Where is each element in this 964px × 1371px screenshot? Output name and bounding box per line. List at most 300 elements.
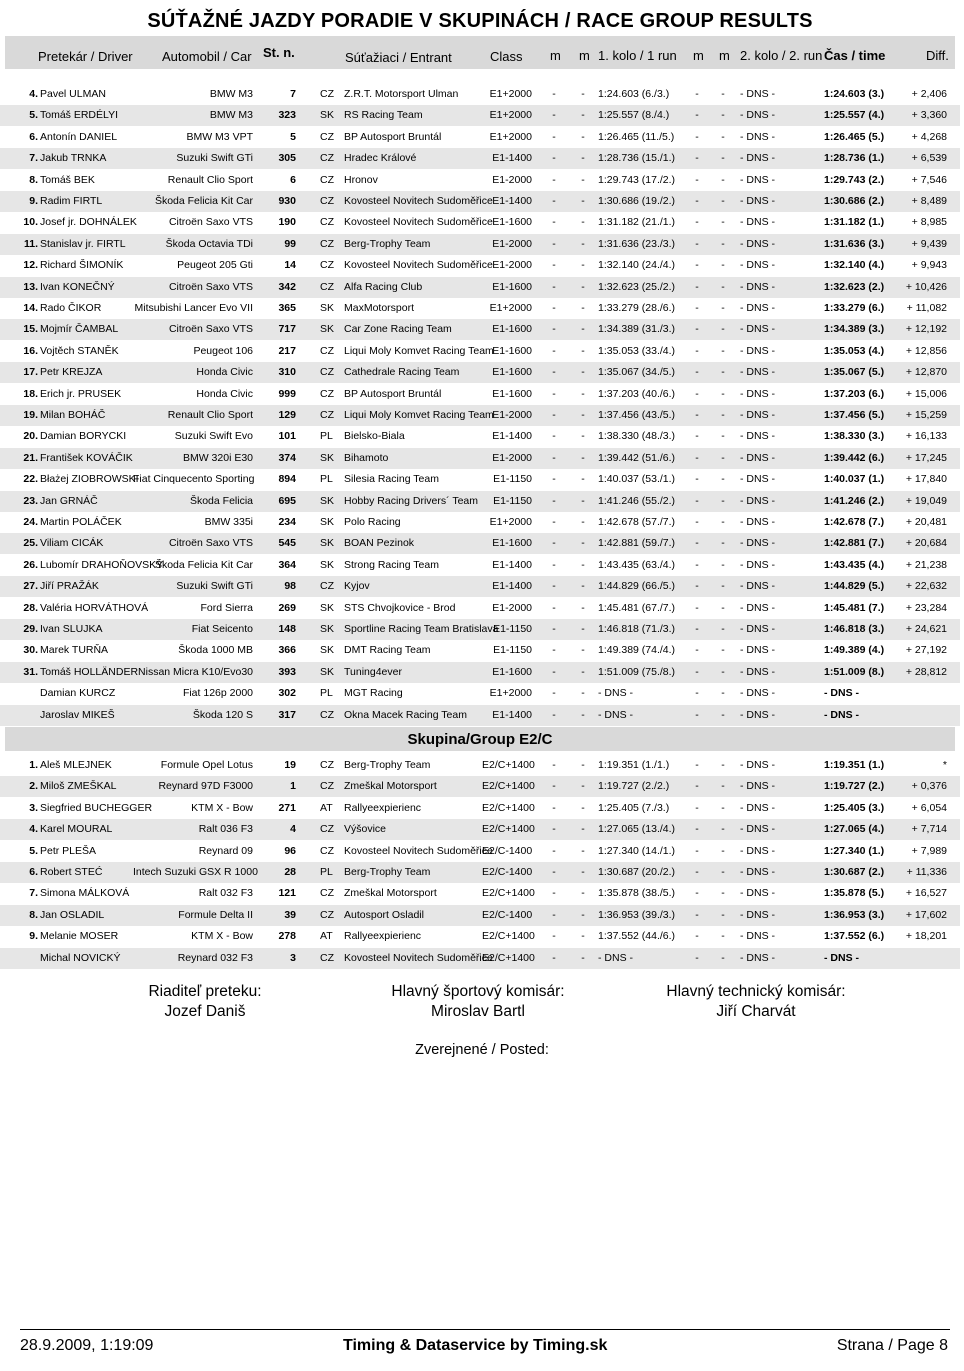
cell-marker-1: - <box>552 951 556 964</box>
cell-driver: Robert STEĆ <box>40 866 103 878</box>
cell-run2-time: - DNS - <box>740 130 775 143</box>
cell-best-time: 1:41.246 (2.) <box>824 494 885 507</box>
cell-entrant: Berg-Trophy Team <box>344 759 431 771</box>
cell-run1-time: 1:42.678 (57./7.) <box>598 516 676 528</box>
cell-start-number: 39 <box>284 908 296 921</box>
cell-car: KTM X - Bow <box>191 801 253 814</box>
cell-marker-2: - <box>581 259 585 272</box>
cell-entrant: Hronov <box>344 173 378 186</box>
cell-marker-2: - <box>581 451 585 464</box>
cell-position: 2. <box>29 780 38 793</box>
cell-time-difference: + 3,360 <box>911 109 947 122</box>
cell-best-time: 1:37.203 (6.) <box>824 387 885 400</box>
cell-nationality: SK <box>320 537 335 550</box>
cell-run1-time: 1:19.727 (2./2.) <box>598 780 670 793</box>
cell-best-time: 1:40.037 (1.) <box>824 473 885 486</box>
cell-class: E2/C+1400 <box>482 759 535 771</box>
cell-marker-2: - <box>581 759 585 771</box>
cell-car: Renault Clio Sport <box>167 409 253 421</box>
cell-run2-time: - DNS - <box>740 430 775 443</box>
cell-marker-4: - <box>721 537 725 550</box>
cell-marker-1: - <box>552 930 556 943</box>
cell-driver: Erich jr. PRUSEK <box>40 387 122 400</box>
cell-nationality: CZ <box>320 152 334 165</box>
table-row <box>0 640 960 661</box>
cell-best-time: 1:29.743 (2.) <box>824 173 885 186</box>
cell-class: E2/C-1400 <box>482 866 533 878</box>
cell-run1-time: 1:24.603 (6./3.) <box>598 88 670 100</box>
cell-car: Renault Clio Sport <box>167 173 253 186</box>
cell-run1-time: 1:34.389 (31./3.) <box>598 323 676 336</box>
cell-driver: František KOVÁČIK <box>40 451 133 464</box>
cell-start-number: 101 <box>278 430 296 443</box>
cell-time-difference: + 24,621 <box>905 623 947 635</box>
cell-marker-2: - <box>581 887 585 900</box>
cell-car: Formule Delta II <box>178 908 253 921</box>
cell-run2-time: - DNS - <box>740 387 775 400</box>
table-row <box>0 469 960 490</box>
cell-position: 4. <box>29 88 38 100</box>
cell-marker-3: - <box>695 623 699 635</box>
cell-run2-time: - DNS - <box>740 344 775 357</box>
cell-marker-3: - <box>695 537 699 550</box>
cell-best-time: - DNS - <box>824 687 859 700</box>
col-m3: m <box>693 48 704 63</box>
cell-start-number: 99 <box>284 237 296 250</box>
signature-technical-commissioner <box>636 982 876 1022</box>
cell-start-number: 317 <box>278 708 296 721</box>
column-header-bar <box>5 36 955 69</box>
cell-nationality: PL <box>320 687 333 700</box>
cell-time-difference: + 17,602 <box>905 908 947 921</box>
cell-nationality: CZ <box>320 823 334 836</box>
cell-driver: Rado ČIKOR <box>40 302 102 314</box>
cell-entrant: Bielsko-Biala <box>344 430 405 443</box>
cell-driver: Jan OSLADIL <box>40 908 105 921</box>
cell-run1-time: 1:41.246 (55./2.) <box>598 494 676 507</box>
cell-best-time: 1:31.182 (1.) <box>824 216 885 229</box>
table-row <box>0 755 960 776</box>
cell-marker-1: - <box>552 195 556 207</box>
cell-time-difference: + 20,684 <box>905 537 947 550</box>
cell-marker-2: - <box>581 665 585 678</box>
cell-driver: Mojmír ČAMBAL <box>40 323 119 336</box>
table-row <box>0 212 960 233</box>
cell-start-number: 98 <box>284 580 296 593</box>
cell-car: Peugeot 106 <box>193 344 253 357</box>
signature-name: Jozef Daniš <box>164 1003 246 1020</box>
cell-driver: Radim FIRTL <box>40 195 103 207</box>
cell-marker-3: - <box>695 302 699 314</box>
signature-name: Jiří Charvát <box>716 1003 796 1020</box>
cell-entrant: Car Zone Racing Team <box>344 323 452 336</box>
cell-marker-3: - <box>695 323 699 336</box>
cell-run2-time: - DNS - <box>740 237 775 250</box>
cell-run2-time: - DNS - <box>740 580 775 593</box>
cell-run2-time: - DNS - <box>740 494 775 507</box>
cell-position: 6. <box>29 130 38 143</box>
cell-driver: Siegfried BUCHEGGER <box>40 801 153 814</box>
cell-nationality: SK <box>320 109 335 122</box>
signature-name: Miroslav Bartl <box>431 1003 525 1020</box>
cell-position: 8. <box>29 173 38 186</box>
col-car: Automobil / Car <box>162 49 252 64</box>
cell-marker-3: - <box>695 951 699 964</box>
cell-car: Nissan Micra K10/Evo30 <box>138 665 253 678</box>
cell-position: 21. <box>23 451 38 464</box>
cell-time-difference: + 7,989 <box>911 844 947 857</box>
cell-run1-time: 1:28.736 (15./1.) <box>598 152 676 165</box>
cell-best-time: 1:35.878 (5.) <box>824 887 885 900</box>
cell-marker-2: - <box>581 280 585 293</box>
cell-run1-time: 1:32.140 (24./4.) <box>598 259 676 272</box>
cell-marker-1: - <box>552 687 556 700</box>
cell-marker-3: - <box>695 109 699 122</box>
cell-run1-time: 1:46.818 (71./3.) <box>598 623 676 635</box>
cell-start-number: 4 <box>290 823 296 836</box>
cell-driver: Ivan KONEČNÝ <box>40 280 115 293</box>
table-row <box>0 705 960 726</box>
cell-entrant: Kovosteel Novitech Sudoměřice <box>344 216 493 229</box>
cell-marker-2: - <box>581 409 585 421</box>
cell-run1-time: 1:31.636 (23./3.) <box>598 237 676 250</box>
cell-car: Ralt 032 F3 <box>198 887 253 900</box>
cell-start-number: 121 <box>278 887 296 900</box>
cell-time-difference: + 2,406 <box>911 88 947 100</box>
cell-nationality: CZ <box>320 580 334 593</box>
cell-marker-1: - <box>552 387 556 400</box>
cell-time-difference: + 17,245 <box>905 451 947 464</box>
cell-best-time: - DNS - <box>824 951 859 964</box>
cell-marker-1: - <box>552 216 556 229</box>
cell-position: 5. <box>29 844 38 857</box>
cell-start-number: 269 <box>278 601 296 614</box>
cell-driver: Milan BOHÁČ <box>40 409 106 421</box>
cell-best-time: 1:46.818 (3.) <box>824 623 885 635</box>
cell-class: E2/C+1400 <box>482 823 535 836</box>
cell-class: E1-1600 <box>492 387 532 400</box>
cell-marker-3: - <box>695 844 699 857</box>
cell-marker-2: - <box>581 580 585 593</box>
cell-marker-1: - <box>552 623 556 635</box>
cell-marker-2: - <box>581 494 585 507</box>
cell-marker-2: - <box>581 866 585 878</box>
cell-marker-3: - <box>695 601 699 614</box>
cell-marker-4: - <box>721 237 725 250</box>
cell-driver: Petr KREJZA <box>40 366 103 379</box>
cell-marker-4: - <box>721 844 725 857</box>
col-m4: m <box>719 48 730 63</box>
cell-marker-4: - <box>721 801 725 814</box>
cell-marker-4: - <box>721 644 725 657</box>
cell-marker-3: - <box>695 259 699 272</box>
table-row <box>0 277 960 298</box>
cell-car: Škoda Felicia Kit Car <box>154 558 253 571</box>
cell-class: E2/C+1400 <box>482 780 535 793</box>
cell-marker-2: - <box>581 109 585 122</box>
cell-nationality: SK <box>320 494 335 507</box>
cell-entrant: Liqui Moly Komvet Racing Team <box>344 344 494 357</box>
table-row <box>0 819 960 840</box>
signature-role: Hlavný technický komisár: <box>666 983 846 1000</box>
footer-divider <box>20 1329 950 1330</box>
cell-run2-time: - DNS - <box>740 708 775 721</box>
table-row <box>0 448 960 469</box>
table-row <box>0 405 960 426</box>
cell-run1-time: 1:27.065 (13./4.) <box>598 823 676 836</box>
cell-marker-1: - <box>552 366 556 379</box>
col-entrant: Súťažiaci / Entrant <box>345 50 452 65</box>
cell-marker-2: - <box>581 88 585 100</box>
cell-driver: Tomáš HOLLÄNDER <box>40 665 139 678</box>
col-diff: Diff. <box>926 48 949 63</box>
cell-entrant: Silesia Racing Team <box>344 473 439 486</box>
cell-marker-1: - <box>552 665 556 678</box>
cell-entrant: Hradec Králové <box>344 152 417 165</box>
cell-nationality: CZ <box>320 951 334 964</box>
cell-best-time: 1:44.829 (5.) <box>824 580 885 593</box>
cell-marker-3: - <box>695 780 699 793</box>
cell-marker-4: - <box>721 259 725 272</box>
cell-car: BMW M3 VPT <box>186 130 253 143</box>
cell-marker-1: - <box>552 759 556 771</box>
cell-run2-time: - DNS - <box>740 173 775 186</box>
cell-start-number: 129 <box>278 409 296 421</box>
cell-nationality: CZ <box>320 216 334 229</box>
cell-class: E1-2000 <box>492 259 532 272</box>
table-row <box>0 234 960 255</box>
cell-driver: Martin POLÁČEK <box>40 516 122 528</box>
cell-run1-time: 1:42.881 (59./7.) <box>598 537 676 550</box>
cell-best-time: - DNS - <box>824 708 859 721</box>
cell-marker-3: - <box>695 173 699 186</box>
cell-driver: Miloš ZMEŠKAL <box>40 780 117 793</box>
cell-marker-4: - <box>721 109 725 122</box>
cell-run1-time: - DNS - <box>598 708 633 721</box>
cell-class: E1+2000 <box>489 516 532 528</box>
cell-best-time: 1:26.465 (5.) <box>824 130 885 143</box>
cell-time-difference: + 28,812 <box>905 665 947 678</box>
cell-nationality: SK <box>320 516 335 528</box>
cell-marker-3: - <box>695 409 699 421</box>
cell-time-difference: + 9,439 <box>911 237 947 250</box>
cell-driver: Jakub TRNKA <box>40 152 107 165</box>
cell-marker-3: - <box>695 516 699 528</box>
cell-marker-2: - <box>581 152 585 165</box>
cell-start-number: 365 <box>278 302 296 314</box>
cell-best-time: 1:19.727 (2.) <box>824 780 885 793</box>
cell-run2-time: - DNS - <box>740 152 775 165</box>
cell-start-number: 545 <box>278 537 296 550</box>
cell-marker-1: - <box>552 580 556 593</box>
cell-driver: Błażej ZIOBROWSKI <box>40 473 139 486</box>
cell-car: Škoda 120 S <box>192 708 253 721</box>
cell-nationality: CZ <box>320 130 334 143</box>
cell-nationality: CZ <box>320 409 334 421</box>
cell-marker-1: - <box>552 601 556 614</box>
cell-entrant: Z.R.T. Motorsport Ulman <box>344 88 459 100</box>
table-row <box>0 533 960 554</box>
cell-entrant: Kovosteel Novitech Sudoměřice <box>344 951 493 964</box>
table-row <box>0 926 960 947</box>
cell-best-time: 1:25.405 (3.) <box>824 801 885 814</box>
cell-time-difference: + 11,336 <box>906 866 947 878</box>
col-class: Class <box>490 49 523 64</box>
cell-marker-1: - <box>552 152 556 165</box>
cell-run2-time: - DNS - <box>740 302 775 314</box>
cell-marker-2: - <box>581 908 585 921</box>
cell-nationality: CZ <box>320 759 334 771</box>
cell-marker-3: - <box>695 866 699 878</box>
cell-marker-2: - <box>581 537 585 550</box>
cell-driver: Damian KURCZ <box>40 687 116 700</box>
table-row <box>0 798 960 819</box>
cell-class: E1-1600 <box>492 323 532 336</box>
table-row <box>0 384 960 405</box>
cell-entrant: Liqui Moly Komvet Racing Team <box>344 409 494 421</box>
cell-marker-4: - <box>721 130 725 143</box>
cell-class: E1-1600 <box>492 344 532 357</box>
cell-marker-3: - <box>695 887 699 900</box>
cell-driver: Lubomír DRAHOŇOVSKÝ <box>40 558 164 571</box>
col-m1: m <box>550 48 561 63</box>
cell-nationality: CZ <box>320 173 334 186</box>
cell-car: Citroën Saxo VTS <box>168 537 253 550</box>
cell-position: 10. <box>23 216 38 229</box>
cell-marker-2: - <box>581 930 585 943</box>
cell-car: Suzuki Swift GTi <box>176 152 253 165</box>
cell-run1-time: 1:25.557 (8./4.) <box>598 109 670 122</box>
table-row <box>0 948 960 969</box>
cell-marker-2: - <box>581 601 585 614</box>
cell-marker-1: - <box>552 344 556 357</box>
cell-marker-3: - <box>695 430 699 443</box>
cell-nationality: PL <box>320 430 333 443</box>
cell-time-difference: + 6,539 <box>911 152 947 165</box>
cell-run2-time: - DNS - <box>740 665 775 678</box>
cell-run1-time: 1:43.435 (63./4.) <box>598 558 676 571</box>
cell-marker-3: - <box>695 930 699 943</box>
cell-best-time: 1:38.330 (3.) <box>824 430 885 443</box>
cell-marker-1: - <box>552 130 556 143</box>
cell-class: E2/C+1400 <box>482 801 535 814</box>
cell-class: E1-1400 <box>492 708 532 721</box>
cell-nationality: PL <box>320 866 333 878</box>
cell-class: E1-1600 <box>492 280 532 293</box>
cell-marker-3: - <box>695 366 699 379</box>
cell-nationality: SK <box>320 644 335 657</box>
cell-marker-4: - <box>721 759 725 771</box>
table-row <box>0 491 960 512</box>
cell-run2-time: - DNS - <box>740 259 775 272</box>
cell-run2-time: - DNS - <box>740 687 775 700</box>
cell-marker-1: - <box>552 644 556 657</box>
cell-marker-3: - <box>695 88 699 100</box>
cell-position: 19. <box>23 409 38 421</box>
cell-best-time: 1:34.389 (3.) <box>824 323 885 336</box>
table-row <box>0 862 960 883</box>
table-row <box>0 84 960 105</box>
cell-position: 9. <box>29 930 38 943</box>
cell-position: 27. <box>23 580 38 593</box>
cell-time-difference: + 23,284 <box>905 601 947 614</box>
cell-run2-time: - DNS - <box>740 537 775 550</box>
cell-run2-time: - DNS - <box>740 280 775 293</box>
cell-time-difference: + 6,054 <box>911 801 947 814</box>
cell-start-number: 190 <box>278 216 296 229</box>
cell-class: E1-1150 <box>493 473 532 486</box>
cell-marker-4: - <box>721 302 725 314</box>
cell-start-number: 364 <box>278 558 296 571</box>
cell-time-difference: + 12,870 <box>905 366 947 379</box>
cell-run2-time: - DNS - <box>740 908 775 921</box>
cell-marker-1: - <box>552 516 556 528</box>
cell-class: E1-1400 <box>492 152 532 165</box>
cell-run1-time: 1:37.203 (40./6.) <box>598 387 676 400</box>
cell-run1-time: 1:35.878 (38./5.) <box>598 887 676 900</box>
cell-run2-time: - DNS - <box>740 644 775 657</box>
cell-run1-time: 1:31.182 (21./1.) <box>598 216 676 229</box>
cell-run2-time: - DNS - <box>740 823 775 836</box>
cell-position: 26. <box>23 558 38 571</box>
cell-best-time: 1:45.481 (7.) <box>824 601 885 614</box>
cell-run1-time: 1:27.340 (14./1.) <box>598 844 676 857</box>
cell-driver: Simona MÁLKOVÁ <box>40 887 130 900</box>
cell-position: 28. <box>23 601 38 614</box>
cell-marker-2: - <box>581 823 585 836</box>
cell-start-number: 302 <box>278 687 296 700</box>
cell-marker-1: - <box>552 823 556 836</box>
col-m2: m <box>579 48 590 63</box>
table-row <box>0 905 960 926</box>
cell-marker-2: - <box>581 173 585 186</box>
cell-class: E1-1150 <box>493 623 532 635</box>
cell-time-difference: + 18,201 <box>905 930 947 943</box>
cell-class: E1-2000 <box>492 237 532 250</box>
cell-best-time: 1:35.067 (5.) <box>824 366 885 379</box>
cell-time-difference: + 16,133 <box>905 430 947 443</box>
cell-run1-time: 1:26.465 (11./5.) <box>598 130 675 143</box>
cell-marker-2: - <box>581 302 585 314</box>
cell-car: Reynard 97D F3000 <box>158 780 253 793</box>
cell-entrant: MaxMotorsport <box>344 302 415 314</box>
cell-run1-time: 1:29.743 (17./2.) <box>598 173 676 186</box>
cell-start-number: 695 <box>278 494 296 507</box>
cell-marker-1: - <box>552 844 556 857</box>
cell-marker-2: - <box>581 687 585 700</box>
cell-run2-time: - DNS - <box>740 887 775 900</box>
cell-nationality: AT <box>320 930 333 943</box>
col-driver: Pretekár / Driver <box>38 49 133 64</box>
cell-nationality: CZ <box>320 780 334 793</box>
cell-run2-time: - DNS - <box>740 323 775 336</box>
cell-time-difference: + 15,259 <box>905 409 947 421</box>
cell-time-difference: + 4,268 <box>911 130 947 143</box>
cell-run1-time: 1:30.686 (19./2.) <box>598 195 676 207</box>
cell-marker-4: - <box>721 387 725 400</box>
cell-driver: Tomáš BEK <box>40 173 95 186</box>
cell-run2-time: - DNS - <box>740 601 775 614</box>
cell-marker-1: - <box>552 558 556 571</box>
cell-marker-4: - <box>721 708 725 721</box>
cell-entrant: Polo Racing <box>344 516 401 528</box>
cell-driver: Karel MOURAL <box>40 823 113 836</box>
cell-marker-3: - <box>695 344 699 357</box>
cell-best-time: 1:51.009 (8.) <box>824 665 885 678</box>
cell-run2-time: - DNS - <box>740 216 775 229</box>
footer-page: Strana / Page 8 <box>836 1337 948 1354</box>
cell-start-number: 999 <box>278 387 296 400</box>
